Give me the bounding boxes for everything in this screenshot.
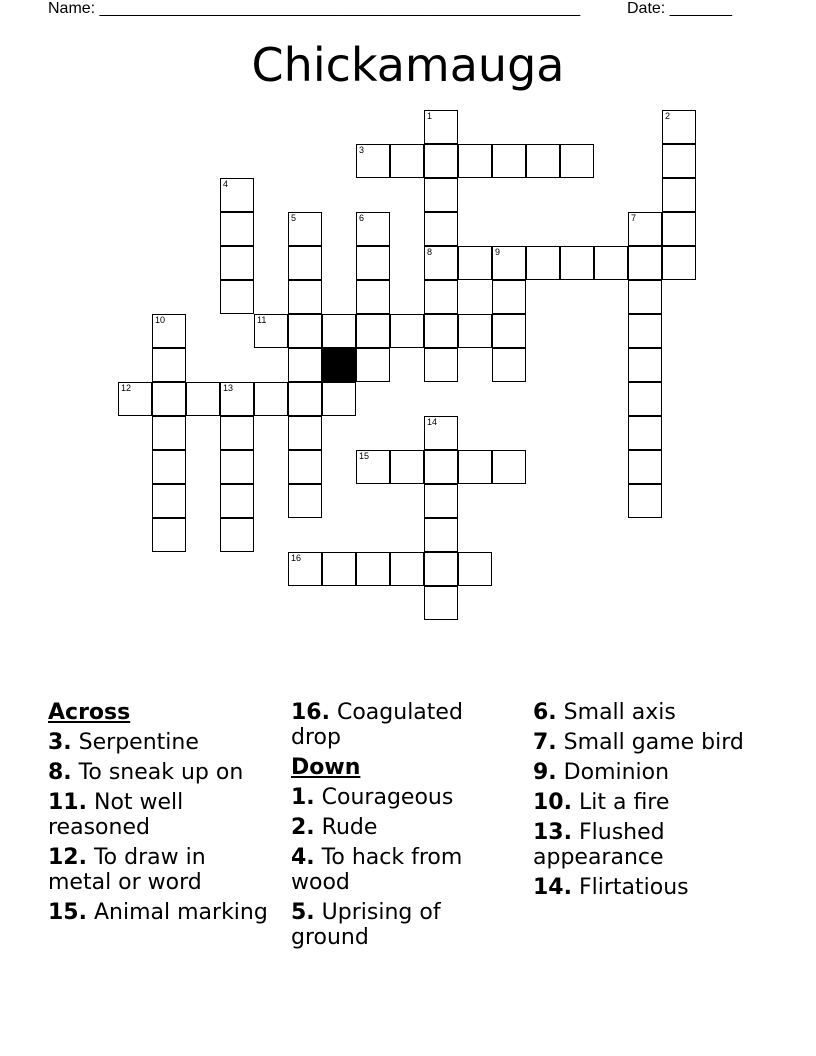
grid-cell[interactable]	[288, 416, 322, 450]
grid-cell[interactable]	[186, 382, 220, 416]
grid-cell[interactable]	[356, 348, 390, 382]
grid-cell[interactable]	[424, 450, 458, 484]
clue-across-15: 15. Animal marking	[48, 900, 268, 925]
cell-number: 8	[427, 247, 433, 257]
down-heading: Down	[291, 755, 361, 780]
grid-cell[interactable]	[526, 144, 560, 178]
clue-down-5: 5. Uprising of ground	[291, 900, 441, 950]
grid-cell[interactable]	[628, 416, 662, 450]
grid-cell[interactable]	[424, 246, 458, 280]
grid-cell[interactable]	[492, 144, 526, 178]
grid-cell[interactable]	[560, 144, 594, 178]
cell-number: 6	[359, 213, 365, 223]
grid-cell[interactable]	[390, 450, 424, 484]
grid-cell[interactable]	[492, 450, 526, 484]
grid-cell[interactable]	[662, 212, 696, 246]
grid-cell[interactable]	[288, 484, 322, 518]
grid-cell[interactable]	[220, 518, 254, 552]
cell-number: 15	[359, 451, 370, 461]
grid-cell[interactable]	[152, 382, 186, 416]
grid-cell[interactable]	[492, 314, 526, 348]
grid-cell[interactable]	[424, 280, 458, 314]
grid-cell[interactable]	[458, 450, 492, 484]
clues-section	[48, 700, 768, 1000]
grid-cell[interactable]	[322, 314, 356, 348]
clue-across-11: 11. Not well reasoned	[48, 790, 184, 840]
cell-number: 9	[495, 247, 501, 257]
grid-cell[interactable]	[220, 416, 254, 450]
grid-cell[interactable]	[492, 246, 526, 280]
cell-number: 2	[665, 111, 671, 121]
grid-cell[interactable]	[152, 348, 186, 382]
clue-down-10: 10. Lit a fire	[533, 790, 670, 815]
grid-cell[interactable]	[628, 314, 662, 348]
grid-cell[interactable]	[220, 382, 254, 416]
cell-number: 1	[427, 111, 433, 121]
grid-cell[interactable]	[424, 314, 458, 348]
grid-cell[interactable]	[424, 178, 458, 212]
clue-down-1: 1. Courageous	[291, 785, 454, 810]
grid-cell[interactable]	[322, 552, 356, 586]
grid-cell[interactable]	[424, 144, 458, 178]
clue-across-3: 3. Serpentine	[48, 730, 199, 755]
across-heading: Across	[48, 700, 131, 725]
grid-cell[interactable]	[118, 382, 152, 416]
grid-cell[interactable]	[628, 280, 662, 314]
grid-cell[interactable]	[356, 212, 390, 246]
grid-cell[interactable]	[356, 450, 390, 484]
grid-cell[interactable]	[356, 144, 390, 178]
grid-cell[interactable]	[458, 552, 492, 586]
grid-cell[interactable]	[424, 110, 458, 144]
puzzle-title: Chickamauga	[251, 38, 565, 92]
grid-cell[interactable]	[288, 212, 322, 246]
grid-cell[interactable]	[424, 552, 458, 586]
grid-cell[interactable]	[356, 552, 390, 586]
grid-cell[interactable]	[628, 212, 662, 246]
grid-cell[interactable]	[390, 144, 424, 178]
grid-cell[interactable]	[152, 518, 186, 552]
grid-cell[interactable]	[662, 246, 696, 280]
grid-cell[interactable]	[220, 484, 254, 518]
grid-cell[interactable]	[220, 280, 254, 314]
grid-cell[interactable]	[288, 246, 322, 280]
grid-cell[interactable]	[526, 246, 560, 280]
grid-cell[interactable]	[220, 212, 254, 246]
grid-cell[interactable]	[288, 450, 322, 484]
grid-cell[interactable]	[594, 246, 628, 280]
grid-cell[interactable]	[628, 484, 662, 518]
grid-cell[interactable]	[356, 246, 390, 280]
grid-cell[interactable]	[458, 144, 492, 178]
grid-cell[interactable]	[288, 382, 322, 416]
grid-cell[interactable]	[560, 246, 594, 280]
clue-column-3	[533, 700, 758, 905]
grid-cell[interactable]	[424, 348, 458, 382]
grid-cell[interactable]	[628, 246, 662, 280]
grid-cell[interactable]	[254, 382, 288, 416]
cell-number: 10	[155, 315, 166, 325]
grid-cell[interactable]	[322, 382, 356, 416]
grid-cell[interactable]	[424, 416, 458, 450]
grid-cell[interactable]	[152, 450, 186, 484]
cell-number: 16	[291, 553, 302, 563]
grid-cell[interactable]	[288, 552, 322, 586]
clue-down-4: 4. To hack from wood	[291, 845, 463, 895]
grid-cell[interactable]	[254, 314, 288, 348]
grid-cell[interactable]	[662, 144, 696, 178]
grid-cell[interactable]	[424, 484, 458, 518]
grid-cell[interactable]	[424, 518, 458, 552]
date-field-label: Date: _______	[627, 0, 732, 17]
grid-cell[interactable]	[288, 314, 322, 348]
cell-number: 12	[121, 383, 132, 393]
grid-cell[interactable]	[628, 450, 662, 484]
grid-cell[interactable]	[492, 348, 526, 382]
clue-across-12: 12. To draw in metal or word	[48, 845, 206, 895]
clue-down-6: 6. Small axis	[533, 700, 676, 725]
clue-across-16: 16. Coagulated drop	[291, 700, 463, 750]
clue-column-1	[48, 700, 273, 930]
cell-number: 5	[291, 213, 297, 223]
grid-cell[interactable]	[220, 450, 254, 484]
grid-cell[interactable]	[492, 280, 526, 314]
grid-cell[interactable]	[662, 178, 696, 212]
name-field-label: Name: ______________________________________________________	[48, 0, 581, 17]
grid-cell[interactable]	[662, 110, 696, 144]
clue-down-14: 14. Flirtatious	[533, 875, 689, 900]
cell-number: 7	[631, 213, 637, 223]
grid-cell[interactable]	[458, 246, 492, 280]
grid-block-cell	[322, 348, 356, 382]
grid-cell[interactable]	[288, 280, 322, 314]
clue-column-2	[291, 700, 516, 955]
grid-cell[interactable]	[288, 348, 322, 382]
grid-cell[interactable]	[356, 314, 390, 348]
grid-cell[interactable]	[424, 212, 458, 246]
clue-down-2: 2. Rude	[291, 815, 378, 840]
grid-cell[interactable]	[356, 280, 390, 314]
grid-cell[interactable]	[220, 246, 254, 280]
grid-cell[interactable]	[152, 484, 186, 518]
grid-cell[interactable]	[458, 314, 492, 348]
cell-number: 14	[427, 417, 438, 427]
cell-number: 11	[257, 315, 267, 325]
grid-cell[interactable]	[424, 586, 458, 620]
grid-cell[interactable]	[390, 552, 424, 586]
grid-cell[interactable]	[152, 314, 186, 348]
clue-across-8: 8. To sneak up on	[48, 760, 244, 785]
grid-cell[interactable]	[220, 178, 254, 212]
cell-number: 13	[223, 383, 234, 393]
clue-down-9: 9. Dominion	[533, 760, 670, 785]
clue-down-7: 7. Small game bird	[533, 730, 744, 755]
grid-cell[interactable]	[628, 348, 662, 382]
grid-cell[interactable]	[152, 416, 186, 450]
cell-number: 4	[223, 179, 229, 189]
cell-number: 3	[359, 145, 365, 155]
grid-cell[interactable]	[390, 314, 424, 348]
clue-down-13: 13. Flushed appearance	[533, 820, 665, 870]
grid-cell[interactable]	[628, 382, 662, 416]
